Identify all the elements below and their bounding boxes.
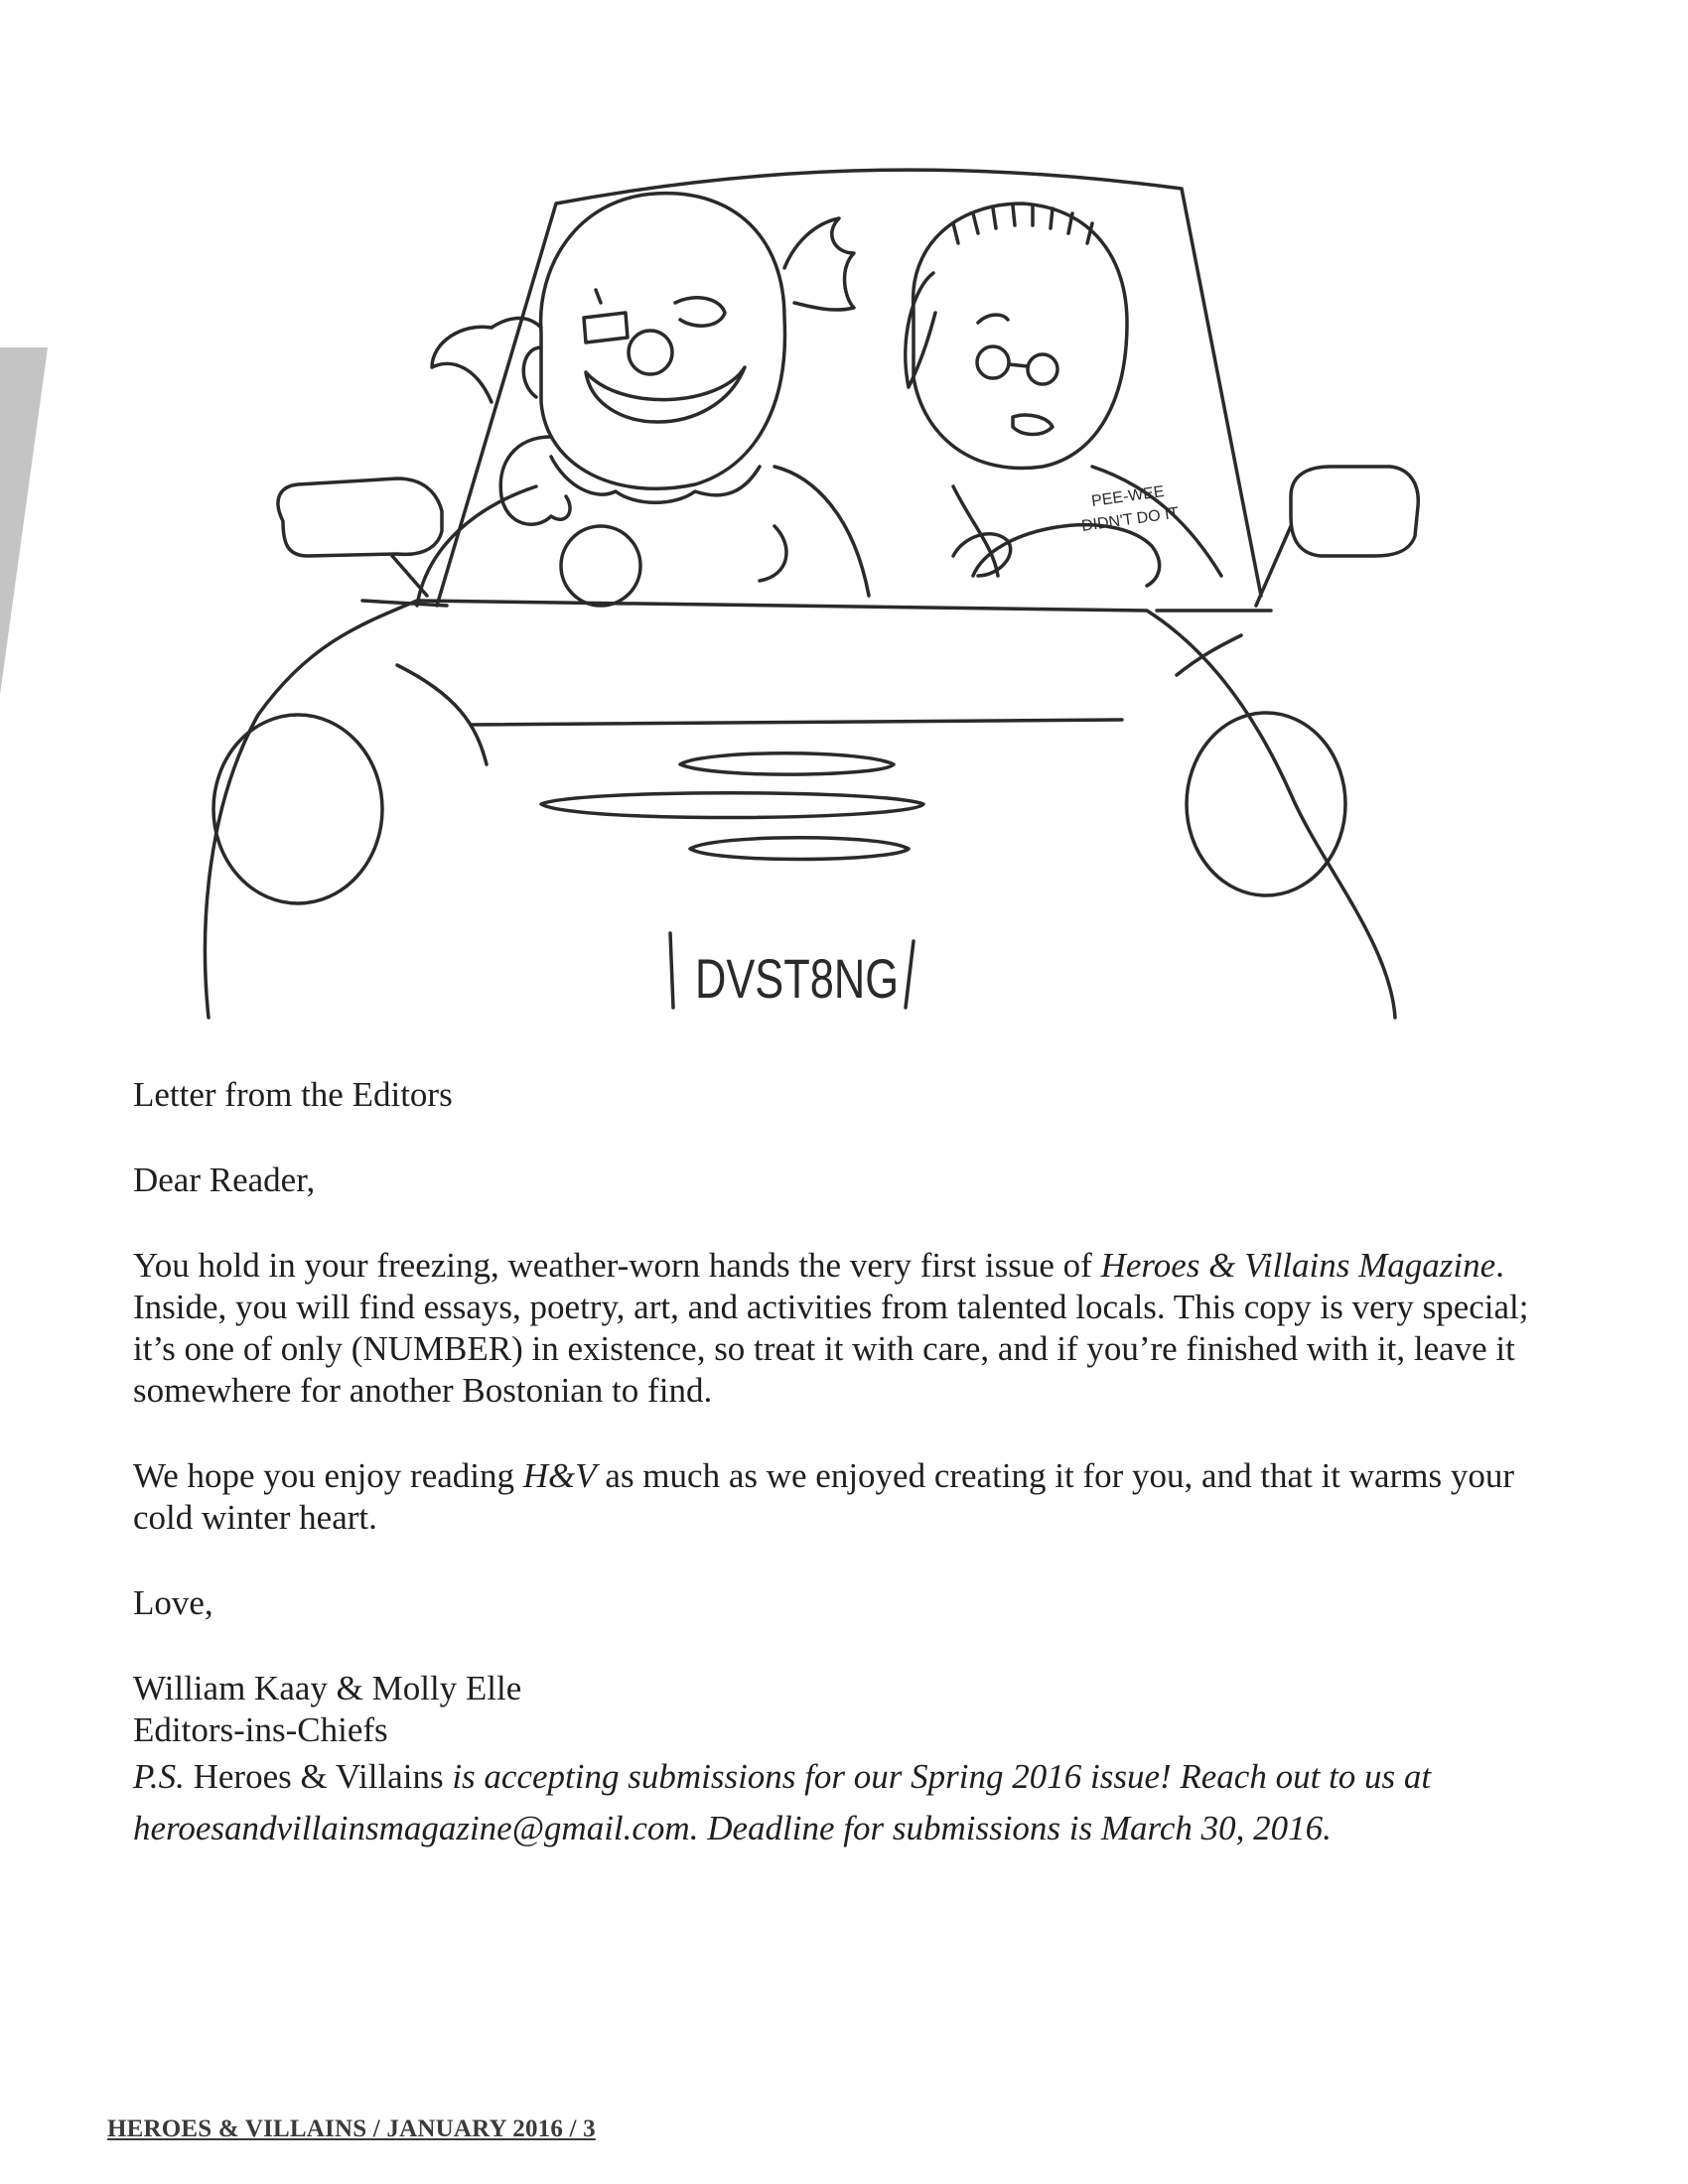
- car-illustration: [99, 109, 1450, 1023]
- editors-letter: [133, 1074, 1543, 1854]
- left-mirror: [278, 478, 442, 556]
- ps-label: P.S.: [133, 1757, 185, 1796]
- clown-figure: [417, 194, 869, 606]
- letter-paragraph-1: [133, 1245, 1543, 1412]
- windshield-frame: [437, 170, 1261, 606]
- right-headlight: [1187, 713, 1345, 895]
- letter-paragraph-2: [133, 1455, 1543, 1539]
- p2-rest: as much as we enjoyed creating it for you, and that it warms your cold winter heart.: [133, 1456, 1514, 1537]
- page-edge-tab: [0, 0, 60, 715]
- left-headlight: [213, 715, 382, 903]
- right-mirror: [1291, 467, 1418, 556]
- signature-title: Editors-ins-Chiefs: [133, 1710, 388, 1749]
- shirt-text-line2: DIDN'T DO IT: [1080, 504, 1181, 535]
- p1-intro: You hold in your freezing, weather-worn hands the very first issue of: [133, 1246, 1101, 1285]
- ps-magazine: Heroes & Villains: [184, 1757, 453, 1796]
- license-plate-text: DVST8NG: [695, 947, 899, 1010]
- postscript: [133, 1751, 1543, 1854]
- ps-text: is accepting submissions for our Spring 2016 issue! Reach out to us at heroesandvillainsmagazine@gmail.com. Deadline for submissions is March 30, 2016.: [133, 1757, 1432, 1847]
- shirt-text-line1: PEE-WEE: [1090, 482, 1166, 510]
- steering-wheel: [973, 525, 1160, 586]
- letter-closing: Love,: [133, 1583, 213, 1622]
- p2-intro: We hope you enjoy reading: [133, 1456, 523, 1495]
- magazine-title: Heroes & Villains Magazine: [1100, 1246, 1496, 1285]
- driver-figure: [906, 204, 1221, 586]
- magazine-abbrev: H&V: [522, 1456, 597, 1495]
- letter-salutation: Dear Reader,: [133, 1160, 316, 1199]
- p1-rest: . Inside, you will find essays, poetry, art, and activities from talented locals. This copy is very special; it’s one of only (NUMBER) in existence, so treat it with care, and if you’re finished with it, leave it somewhere for another Bostonian to find.: [133, 1246, 1529, 1410]
- letter-heading: Letter from the Editors: [133, 1075, 453, 1114]
- page-footer: HEROES & VILLAINS / JANUARY 2016 / 3: [107, 2116, 596, 2142]
- signature-names: William Kaay & Molly Elle: [133, 1669, 522, 1707]
